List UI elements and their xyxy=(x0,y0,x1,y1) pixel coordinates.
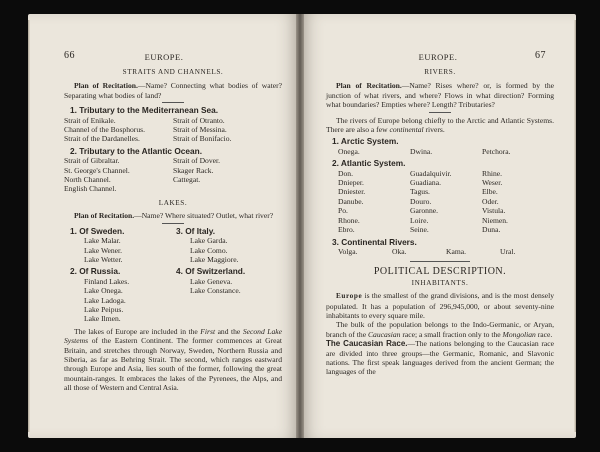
list-item: Lake Garda. xyxy=(190,236,228,246)
right-running-head: EUROPE. xyxy=(418,52,458,62)
list-item: Onega. xyxy=(338,146,360,156)
list-item: Strait of Gibraltar. xyxy=(64,156,120,166)
atlantic-heading: 2. Atlantic System. xyxy=(332,158,406,169)
list-item: Vistula. xyxy=(482,206,506,216)
left-running-head: EUROPE. xyxy=(144,52,184,62)
lakes-italy xyxy=(176,227,282,265)
para-emph: Second Lake Systems xyxy=(64,326,283,346)
list-item: North Channel. xyxy=(64,175,111,185)
list-item: Kama. xyxy=(446,246,467,256)
list-item: Lake Geneva. xyxy=(190,276,233,286)
trib-atl-num: 2. xyxy=(70,145,77,156)
list-item: Ural. xyxy=(500,246,516,256)
list-item: Strait of Dover. xyxy=(173,156,221,166)
para-text: The rivers of Europe belong chiefly to the Arctic and Atlantic Systems. There are also a few xyxy=(326,115,554,135)
right-page-number: 67 xyxy=(535,50,546,61)
list-item: Rhone. xyxy=(338,215,360,225)
list-item: Strait of the Dardanelles. xyxy=(64,134,140,144)
list-item: Guadiana. xyxy=(410,178,441,188)
lakes-grid xyxy=(64,227,282,324)
caucasian-heading: The Caucasian Race. xyxy=(326,339,408,349)
list-item: Strait of Otranto. xyxy=(173,115,225,125)
lakes-sweden xyxy=(70,227,176,265)
list-item: Po. xyxy=(338,206,348,216)
list-item: Don. xyxy=(338,168,353,178)
straits-title: STRAITS AND CHANNELS. xyxy=(122,68,224,76)
para-text: is the smallest of the grand divisions, and is the most densely populated. It has a population of 296,945,000, or about seventy-nine inhabitants to every square mile. xyxy=(326,291,554,320)
lakes-switzerland xyxy=(176,264,282,323)
open-book xyxy=(28,14,576,438)
straits-plan-label: Plan of Recitation. xyxy=(74,81,138,91)
list-item: Rhine. xyxy=(482,168,503,178)
list-item: Strait of Messina. xyxy=(173,125,227,135)
list-item: Petchora. xyxy=(482,146,511,156)
russia-heading: 2. Of Russia. xyxy=(70,266,121,277)
caucasian-paragraph xyxy=(326,339,554,377)
para-text: The lakes of Europe are included in the xyxy=(74,326,201,336)
straits-plan-text: —Name? Connecting what bodies of water? Separating what bodies of land? xyxy=(64,81,283,100)
list-item: Skager Rack. xyxy=(173,165,214,175)
list-item: Seine. xyxy=(410,225,429,235)
list-item: Lake Como. xyxy=(190,245,228,255)
right-page-body xyxy=(326,68,554,377)
continental-list xyxy=(326,247,554,256)
list-item: Oder. xyxy=(482,196,499,206)
para-emph: Caucasian xyxy=(367,329,401,339)
list-item: Dniester. xyxy=(338,187,366,197)
political-title: POLITICAL DESCRIPTION. xyxy=(373,266,507,278)
list-item: Dnieper. xyxy=(338,178,364,188)
list-item: Loire. xyxy=(410,215,429,225)
atlantic-list xyxy=(326,169,554,235)
right-page xyxy=(300,14,576,438)
left-page xyxy=(28,14,300,438)
lakes-paragraph xyxy=(64,327,282,393)
lakes-plan-text: —Name? Where situated? Outlet, what river? xyxy=(134,211,274,221)
list-item: Strait of Enikale. xyxy=(64,115,116,125)
divider xyxy=(162,223,184,224)
para-text: —The nations belonging to the Caucasian race are divided into three groups—the Germanic, Romanic, and Slavonic nations. The first speak languages derived from the ancient German; the languages of the xyxy=(326,339,554,377)
list-item: Dwina. xyxy=(410,146,433,156)
italy-heading: 3. Of Italy. xyxy=(176,225,216,236)
list-item: Douro. xyxy=(410,196,432,206)
straits-plan xyxy=(64,81,282,100)
list-item: Tagus. xyxy=(410,187,430,197)
para-text: race. xyxy=(535,329,553,339)
trib-med-list xyxy=(64,116,282,144)
para-text: The bulk of the population belongs to the Indo-Germanic, or Aryan, branch of the xyxy=(326,320,554,339)
bulk-paragraph xyxy=(326,320,554,339)
rivers-plan xyxy=(326,81,554,109)
para-emph: First xyxy=(200,326,216,336)
lakes-plan-label: Plan of Recitation. xyxy=(74,211,135,221)
list-item: Lake Maggiore. xyxy=(190,254,239,264)
para-text: race; a small fraction only to the xyxy=(400,329,503,339)
trib-atl-title: Tributary to the Atlantic Ocean. xyxy=(79,145,203,156)
trib-med-heading xyxy=(64,106,282,115)
list-item: Niemen. xyxy=(482,215,508,225)
list-item: Elbe. xyxy=(482,187,498,197)
list-item: Channel of the Bosphorus. xyxy=(64,125,145,135)
list-item: Lake Peipus. xyxy=(84,304,124,314)
arctic-heading: 1. Arctic System. xyxy=(332,136,399,147)
left-page-number: 66 xyxy=(64,50,75,61)
trib-med-num: 1. xyxy=(70,105,77,116)
list-item: Lake Wener. xyxy=(84,245,123,255)
list-item xyxy=(173,184,282,193)
right-page-edges xyxy=(574,20,576,432)
list-item: Finland Lakes. xyxy=(84,276,130,286)
divider xyxy=(162,102,184,103)
para-lead: Europe xyxy=(336,292,363,301)
lakes-russia xyxy=(70,264,176,323)
trib-atl-list xyxy=(64,156,282,194)
divider xyxy=(429,112,451,113)
lakes-plan xyxy=(64,211,282,220)
list-item: Danube. xyxy=(338,196,364,206)
list-item: Lake Wetter. xyxy=(84,254,123,264)
switzerland-heading: 4. Of Switzerland. xyxy=(176,266,246,277)
continental-heading: 3. Continental Rivers. xyxy=(332,236,417,247)
list-item: Guadalquivir. xyxy=(410,168,452,178)
list-item: Strait of Bonifacio. xyxy=(173,134,232,144)
list-item: Lake Ilmen. xyxy=(84,314,121,324)
para-emph: continental xyxy=(389,125,424,135)
list-item: Oka. xyxy=(392,246,407,256)
inhabitants-paragraph xyxy=(326,291,554,320)
lakes-title: LAKES. xyxy=(158,198,188,207)
arctic-list xyxy=(326,147,554,156)
para-text: of the Eastern Continent. The former commences at Great Britain, and stretches through Norway, Sweden, Northern Russia and Siberia, as far as Behring Strait. The second, which ranges eastward through Europe and Asia, lies south of the former, following the great mountain-ranges. It embraces the lakes of the Pyrenees, the Alps, and all those of Western and Central Asia. xyxy=(64,336,282,393)
list-item: Lake Ladoga. xyxy=(84,295,126,305)
left-page-edges xyxy=(28,20,30,432)
list-item: Lake Malar. xyxy=(84,236,121,246)
list-item: English Channel. xyxy=(64,184,117,194)
list-item: Cattegat. xyxy=(173,175,201,185)
list-item: Lake Onega. xyxy=(84,286,123,296)
list-item: St. George's Channel. xyxy=(64,165,130,175)
sweden-heading: 1. Of Sweden. xyxy=(70,225,125,236)
list-item: Duna. xyxy=(482,225,501,235)
divider xyxy=(410,261,470,262)
book-gutter xyxy=(296,14,304,438)
rivers-intro xyxy=(326,116,554,135)
list-item: Lake Constance. xyxy=(190,286,241,296)
trib-atl-heading xyxy=(64,147,282,156)
para-text: rivers. xyxy=(423,125,445,135)
inhabitants-title: INHABITANTS. xyxy=(411,278,469,287)
para-emph: Mongolian xyxy=(502,329,536,339)
trib-med-title: Tributary to the Mediterranean Sea. xyxy=(79,105,219,116)
left-page-body xyxy=(64,68,282,393)
rivers-plan-text: —Name? Rises where? or, is formed by the junction of what rivers, and where? Flows in what direction? Forming what boundaries? Empties where? Length? Tributaries? xyxy=(326,81,555,110)
rivers-plan-label: Plan of Recitation. xyxy=(336,81,402,91)
list-item: Weser. xyxy=(482,178,503,188)
list-item: Garonne. xyxy=(410,206,439,216)
rivers-title: RIVERS. xyxy=(424,68,456,76)
list-item: Ebro. xyxy=(338,225,355,235)
para-text: and the xyxy=(215,326,243,336)
list-item: Volga. xyxy=(338,246,358,256)
